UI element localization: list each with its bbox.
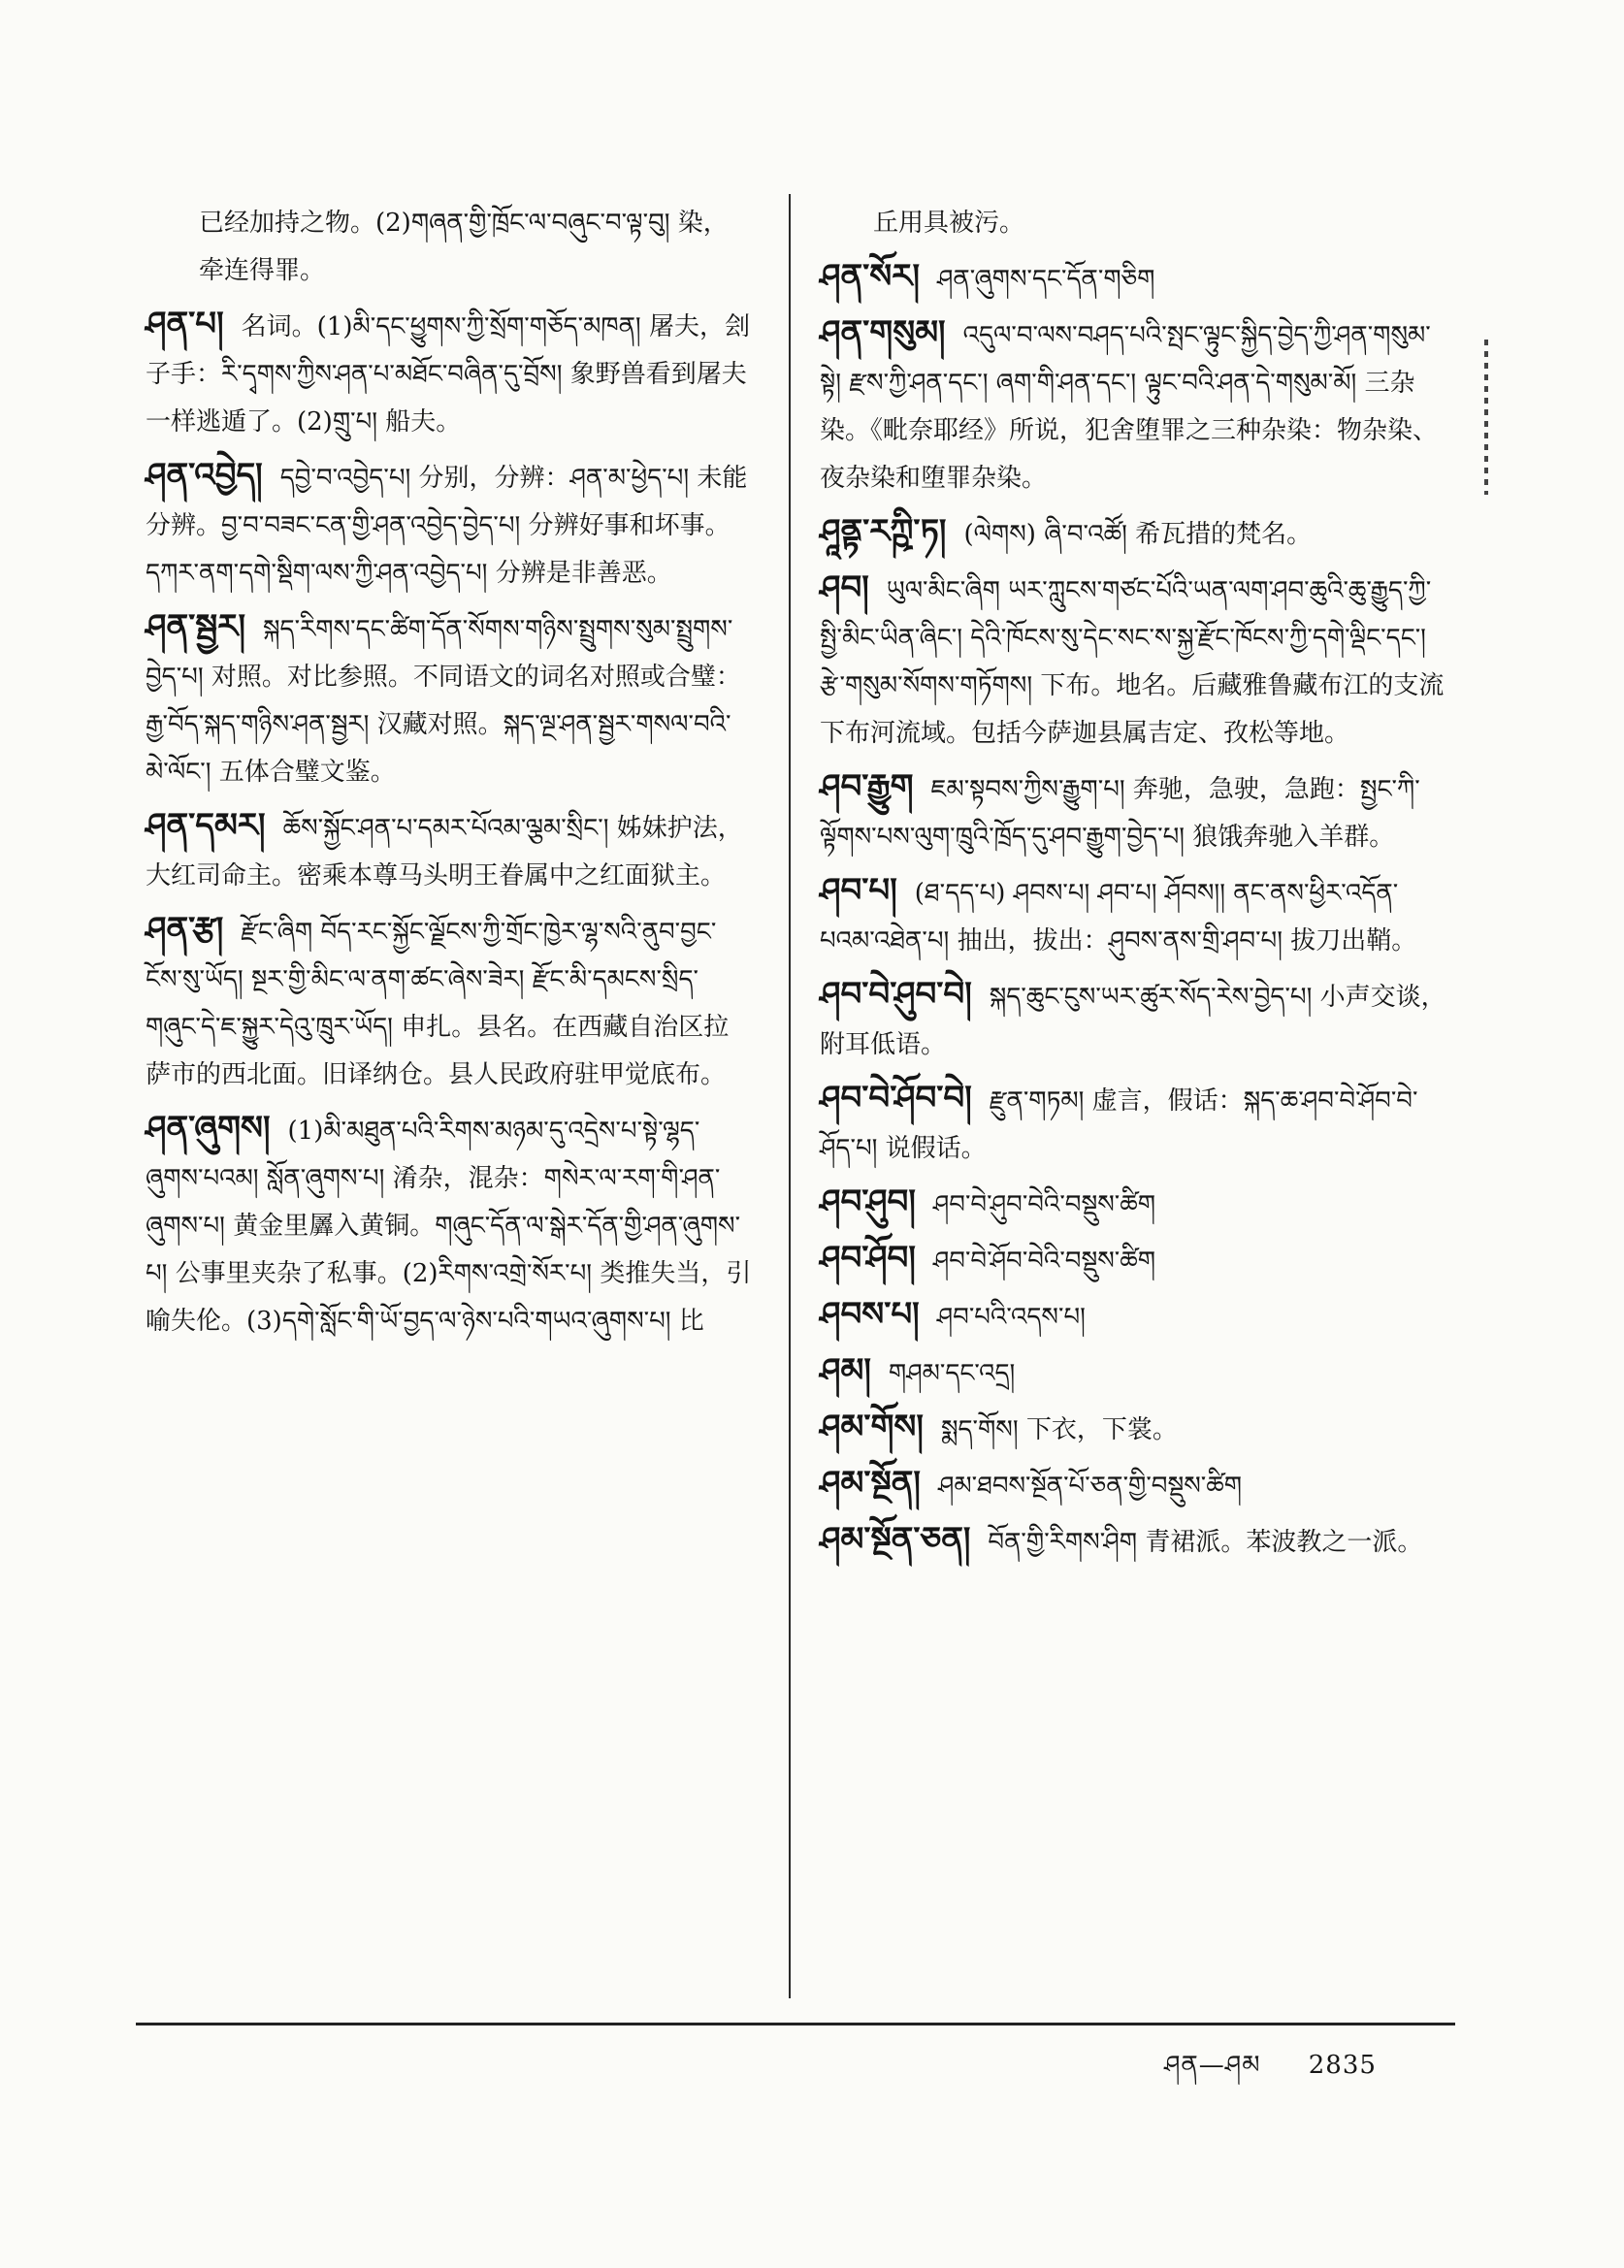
- dictionary-entry: [820, 310, 1450, 502]
- left-column: [146, 199, 752, 1352]
- entry-definition: སྐད་རིགས་དང་ཚིག་དོན་སོགས་གཉིས་སྤྲུགས་སུམ་སྤྲུགས་བྱེད་པ། 对照。对比参照。不同语文的词名对照或合璧：རྒྱ་བོད་སྐད་གཉིས་ཤན་སྦྱར། 汉藏对照。སྐད་ལྔ་ཤན་སྦྱར་གསལ་བའི་མེ་ལོང་། 五体合璧文鉴。: [146, 615, 741, 787]
- dictionary-entry: [820, 1517, 1450, 1566]
- entry-definition: ཤམ་ཐབས་སྔོན་པོ་ཅན་གྱི་བསྡུས་ཚིག: [937, 1472, 1243, 1501]
- right-column: [820, 199, 1450, 1573]
- entry-headword: ཤན་སོར།: [820, 257, 920, 296]
- dictionary-entry: [820, 509, 1450, 558]
- entry-headword: ཤན་དམར།: [146, 806, 266, 845]
- entry-definition: གཤམ་དང་འདྲ།: [888, 1359, 1016, 1388]
- dictionary-entry: [820, 764, 1450, 860]
- dictionary-entry: [146, 199, 752, 294]
- dictionary-entry: [146, 302, 752, 445]
- dictionary-entry: [146, 803, 752, 899]
- entry-headword: ཤབ་ཤོབ།: [820, 1239, 916, 1278]
- entry-definition: ཤན་ཞུགས་དང་དོན་གཅིག: [937, 265, 1155, 294]
- entry-headword: ཤབ་པ།: [820, 871, 897, 910]
- entry-headword: ཤན་སྦྱར།: [146, 607, 245, 646]
- entry-definition: ཤབ་བེ་ཤུབ་བེའི་བསྡུས་ཚིག: [932, 1190, 1156, 1219]
- dictionary-entry: [820, 1348, 1450, 1397]
- dictionary-entry: [146, 1106, 752, 1345]
- entry-definition: སྨད་གོས། 下衣，下裳。: [940, 1415, 1178, 1444]
- entry-definition: རྫུན་གཏམ། 虚言，假话：སྐད་ཆ་ཤབ་བེ་ཤོབ་བེ་ཤོད་པ། 说假话。: [820, 1086, 1418, 1163]
- entry-definition: 丘用具被污。: [873, 209, 1025, 238]
- entry-headword: ཤམ་གོས།: [820, 1408, 924, 1446]
- entry-headword: ཤཱནྟ་རཀྵི་ཏ།: [820, 512, 947, 551]
- dictionary-entry: [820, 1292, 1450, 1341]
- dictionary-entry: [820, 254, 1450, 303]
- entry-headword: ཤན་འབྱེད།: [146, 456, 263, 495]
- entry-headword: ཤམ་སྔོན།: [820, 1464, 921, 1503]
- dictionary-entry: [820, 972, 1450, 1068]
- entry-definition: དབྱེ་བ་འབྱེད་པ། 分别，分辨：ཤན་མ་ཕྱེད་པ། 未能分辨。བྱ་བ་བཟང་ངན་གྱི་ཤན་འབྱེད་བྱེད་པ། 分辨好事和坏事。དཀར་ནག་དགེ་སྡིག་ལས་ཀྱི་ཤན་འབྱེད་པ། 分辨是非善恶。: [146, 464, 748, 588]
- entry-headword: ཤབ།: [820, 568, 869, 607]
- dictionary-entry: [820, 1076, 1450, 1172]
- page-footer: [1164, 2037, 1377, 2108]
- column-divider: [789, 194, 791, 1998]
- page-number: 2835: [1308, 2051, 1377, 2080]
- dictionary-entry: [820, 868, 1450, 964]
- entry-definition: རྫོང་ཞིག བོད་རང་སྐྱོང་ལྗོངས་ཀྱི་གྲོང་ཁྱེར་ལྷ་སའི་ནུབ་བྱང་ངོས་སུ་ཡོད། སྔར་གྱི་མིང་ལ་ནག་ཚང་ཞེས་ཟེར། རྫོང་མི་དམངས་སྲིད་གཞུང་དེ་ཇ་སྐྱུར་དེའུ་ཁྲུར་ཡོད། 申扎。县名。在西藏自治区拉萨市的西北面。旧译纳仓。县人民政府驻甲觉底布。: [146, 918, 730, 1089]
- entry-definition: སྐད་ཆུང་ངུས་ཡར་ཚུར་སོད་རེས་བྱེད་པ། 小声交谈，附耳低语。: [820, 983, 1446, 1059]
- scan-edge-mark: [1484, 340, 1488, 495]
- page-range: ཤན—ཤམ: [1164, 2051, 1261, 2080]
- entry-definition: འདུལ་བ་ལས་བཤད་པའི་སྤང་ལྟུང་སྐྱིད་བྱེད་ཀྱི་ཤན་གསུམ་སྟེ། རྫས་ཀྱི་ཤན་དང་། ཞག་གི་ཤན་དང་། ལྟུང་བའི་ཤན་དེ་གསུམ་མོ། 三杂染。《毗奈耶经》所说，犯舍堕罪之三种杂染：物杂染、夜杂染和堕罪杂染。: [820, 321, 1439, 493]
- dictionary-entry: [146, 453, 752, 597]
- entry-definition: (1)མི་མཐུན་པའི་རིགས་མཉམ་དུ་འདྲེས་པ་སྟེ་ལྷད་ཞུགས་པའམ། སློན་ཞུགས་པ། 淆杂，混杂：གསེར་ལ་རག་གི་ཤན་ཞུགས་པ། 黄金里羼入黄铜。གཞུང་དོན་ལ་སྒེར་དོན་གྱི་ཤན་ཞུགས་པ། 公事里夹杂了私事。(2)རིགས་འགྲེ་སོར་པ། 类推失当，引喻失伦。(3)དགེ་སློང་གི་ཡོ་བྱད་ལ་ཉེས་པའི་གཡའ་ཞུགས་པ། 比: [146, 1117, 752, 1336]
- entry-definition: ཆོས་སྐྱོང་ཤན་པ་དམར་པོའམ་ལྕམ་སྲིང་། 姊妹护法，大红司命主。密乘本尊马头明王眷属中之红面狱主。: [146, 814, 743, 891]
- dictionary-entry: [820, 199, 1450, 246]
- entry-headword: ཤབ་ཤུབ།: [820, 1183, 916, 1221]
- entry-definition: ཤབ་པའི་འདས་པ།: [936, 1303, 1086, 1332]
- entry-headword: ཤན་རྩ།: [146, 910, 224, 949]
- dictionary-entry: [146, 907, 752, 1098]
- dictionary-entry: [820, 566, 1450, 757]
- entry-headword: ཤབ་བེ་ཤུབ་བེ།: [820, 975, 972, 1014]
- entry-definition: 已经加持之物。(2)གཞན་གྱི་ཁྲོང་ལ་བཞུང་བ་ལྟ་བུ། 染，牵连得罪。: [199, 209, 729, 285]
- entry-definition: ཡུལ་མིང་ཞིག ཡར་ཀླུངས་གཙང་པོའི་ཡན་ལག་ཤབ་ཆུའི་ཆུ་རྒྱུད་ཀྱི་སྤྱི་མིང་ཡིན་ཞིང་། དེའི་ཁོངས་སུ་དེང་སང་ས་སྐྱ་རྫོང་ཁོངས་ཀྱི་དགེ་ལྡིང་དང་། རྩེ་གསུམ་སོགས་གཏོགས། 下布。地名。后藏雅鲁藏布江的支流下布河流域。包括今萨迦县属吉定、孜松等地。: [820, 576, 1445, 748]
- entry-headword: ཤབ་བེ་ཤོབ་བེ།: [820, 1079, 972, 1118]
- entry-headword: ཤམ།: [820, 1351, 871, 1390]
- dictionary-entry: [820, 1236, 1450, 1284]
- entry-headword: ཤན་པ།: [146, 305, 224, 343]
- entry-definition: ཤབ་བེ་ཤོབ་བེའི་བསྡུས་ཚིག: [932, 1247, 1156, 1276]
- entry-definition: ཇམ་སྟབས་ཀྱིས་རྒྱུག་པ། 奔驰，急驶，急跑：སྤྱང་ཀི་ལྟོགས་པས་ལུག་ཁྲུའི་ཁྲོད་དུ་ཤབ་རྒྱུག་བྱེད་པ། 狼饿奔驰入羊群。: [820, 775, 1420, 852]
- entry-definition: བོན་གྱི་རིགས་ཤིག 青裙派。苯波教之一派。: [988, 1528, 1423, 1557]
- entry-headword: ཤན་གསུམ།: [820, 313, 946, 352]
- entry-headword: ཤབ་རྒྱུག: [820, 767, 914, 806]
- footer-rule: [136, 2023, 1455, 2025]
- entry-headword: ཤབས་པ།: [820, 1295, 920, 1334]
- entry-definition: 名词。(1)མི་དང་ཕྱུགས་ཀྱི་སྲོག་གཅོད་མཁན། 屠夫，刽子手：རི་དྭགས་ཀྱིས་ཤན་པ་མཐོང་བཞིན་དུ་བྲོས། 象野兽看到屠夫一样逃遁了。(2)གྲུ་པ། 船夫。: [146, 312, 750, 437]
- entry-headword: ཤམ་སྔོན་ཅན།: [820, 1520, 971, 1559]
- dictionary-entry: [146, 604, 752, 795]
- entry-definition: (ལེགས) ཞི་བ་འཚོ། 希瓦措的梵名。: [963, 520, 1313, 549]
- entry-definition: (ཐ་དད་པ) ཤབས་པ། ཤབ་པ། ཤོབས།། ནང་ནས་ཕྱིར་འདོན་པའམ་འཐེན་པ། 抽出，拔出：ཤུབས་ནས་གྲི་ཤབ་པ། 拔刀出鞘。: [820, 879, 1417, 956]
- entry-headword: ཤན་ཞུགས།: [146, 1109, 271, 1148]
- dictionary-entry: [820, 1180, 1450, 1228]
- dictionary-entry: [820, 1405, 1450, 1453]
- dictionary-entry: [820, 1461, 1450, 1509]
